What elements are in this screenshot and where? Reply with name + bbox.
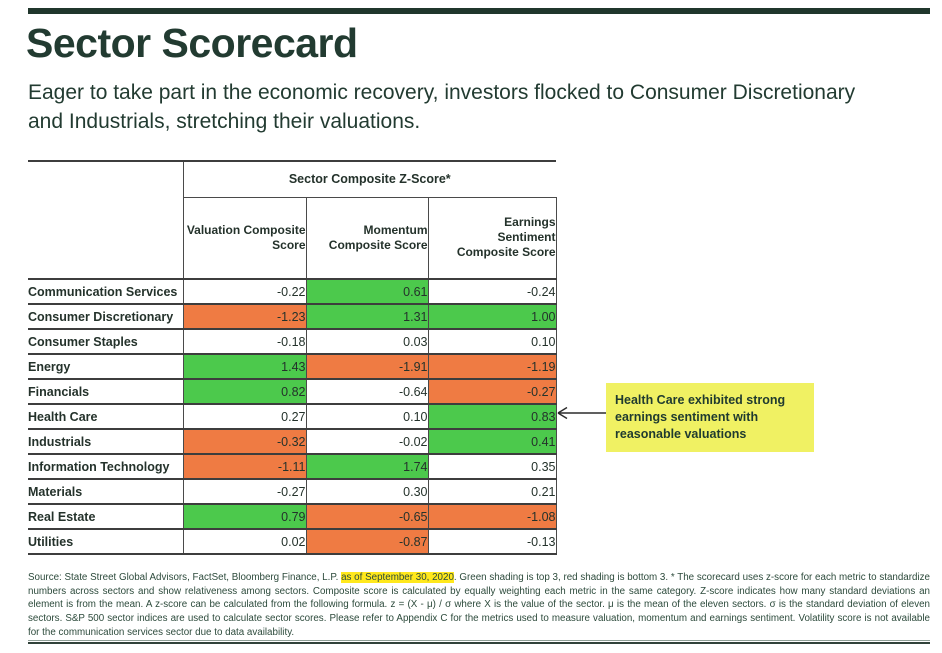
footnote-suffix: . Green shading is top 3, red shading is bottom 3. * The scorecard uses z-score for each metric to standardize numbers across sectors and show relativeness among sectors. Composite score is calculated by equally weighting each metric in the same category. Z-score indicates how many standard deviations an element is from the mean. A z-score can be calculated from the following formula. z = (X - μ) / σ where X is the value of the sector. μ is the mean of the eleven sectors. σ is the standard deviation of eleven sectors. S&P 500 sector indices are used to calculate sector scores. Please refer to Appendix C for the metrics used to measure valuation, momentum and earnings sentiment. Volatility score is not available for the communication services sector due to data availability. (28, 572, 930, 638)
table-row (28, 329, 556, 354)
score-cell: 0.35 (428, 454, 556, 479)
score-cell: 1.74 (306, 454, 428, 479)
score-cell: -0.24 (428, 279, 556, 304)
sector-scorecard-table (28, 160, 557, 555)
score-cell: -0.02 (306, 429, 428, 454)
table-row (28, 304, 556, 329)
sector-name: Health Care (28, 404, 183, 429)
bottom-accent-rule (28, 640, 930, 645)
score-cell: 0.27 (183, 404, 306, 429)
table-row (28, 529, 556, 554)
sector-name: Industrials (28, 429, 183, 454)
table-row (28, 429, 556, 454)
top-accent-bar (28, 8, 930, 14)
health-care-callout: Health Care exhibited strong earnings sentiment with reasonable valuations (606, 383, 814, 452)
score-cell: -0.87 (306, 529, 428, 554)
table-row (28, 404, 556, 429)
sector-name: Real Estate (28, 504, 183, 529)
score-cell: 1.31 (306, 304, 428, 329)
table-row (28, 379, 556, 404)
score-cell: 0.30 (306, 479, 428, 504)
score-cell: 0.79 (183, 504, 306, 529)
score-cell: -0.32 (183, 429, 306, 454)
score-cell: -1.19 (428, 354, 556, 379)
sector-name: Consumer Staples (28, 329, 183, 354)
score-cell: -1.11 (183, 454, 306, 479)
sector-name: Financials (28, 379, 183, 404)
score-cell: 1.00 (428, 304, 556, 329)
score-cell: -0.18 (183, 329, 306, 354)
score-cell: -1.08 (428, 504, 556, 529)
score-cell: -0.27 (183, 479, 306, 504)
callout-arrow-icon (552, 405, 610, 421)
score-cell: 0.21 (428, 479, 556, 504)
score-cell: -0.13 (428, 529, 556, 554)
score-cell: -1.23 (183, 304, 306, 329)
sector-name: Consumer Discretionary (28, 304, 183, 329)
score-cell: 0.41 (428, 429, 556, 454)
sector-name: Utilities (28, 529, 183, 554)
score-cell: 0.10 (428, 329, 556, 354)
score-cell: -0.65 (306, 504, 428, 529)
scorecard-tbody (28, 279, 556, 554)
footnote-date-highlight: as of September 30, 2020 (341, 572, 454, 583)
source-footnote (28, 571, 930, 640)
corner-cell (28, 161, 183, 279)
sector-name: Information Technology (28, 454, 183, 479)
score-cell: 0.02 (183, 529, 306, 554)
column-header-earnings-sentiment: Earnings Sentiment Composite Score (428, 197, 556, 279)
table-row (28, 504, 556, 529)
sector-name: Energy (28, 354, 183, 379)
score-cell: 0.10 (306, 404, 428, 429)
footnote-prefix: Source: State Street Global Advisors, FactSet, Bloomberg Finance, L.P. (28, 572, 342, 583)
score-cell: -1.91 (306, 354, 428, 379)
score-cell: 0.82 (183, 379, 306, 404)
table-row (28, 279, 556, 304)
page-title: Sector Scorecard (26, 20, 358, 66)
column-header-valuation: Valuation Composite Score (183, 197, 306, 279)
table-row (28, 354, 556, 379)
column-header-momentum: Momentum Composite Score (306, 197, 428, 279)
sector-name: Communication Services (28, 279, 183, 304)
score-cell: 1.43 (183, 354, 306, 379)
score-cell: 0.61 (306, 279, 428, 304)
page-subtitle: Eager to take part in the economic recovery, investors flocked to Consumer Discretionary and Industrials, stretching their valuations. (28, 81, 856, 133)
group-header: Sector Composite Z-Score* (183, 161, 556, 197)
score-cell: -0.27 (428, 379, 556, 404)
table-row (28, 479, 556, 504)
score-cell: 0.03 (306, 329, 428, 354)
sector-name: Materials (28, 479, 183, 504)
table-row (28, 454, 556, 479)
score-cell: -0.22 (183, 279, 306, 304)
score-cell: 0.83 (428, 404, 556, 429)
group-header-row (28, 161, 556, 197)
score-cell: -0.64 (306, 379, 428, 404)
